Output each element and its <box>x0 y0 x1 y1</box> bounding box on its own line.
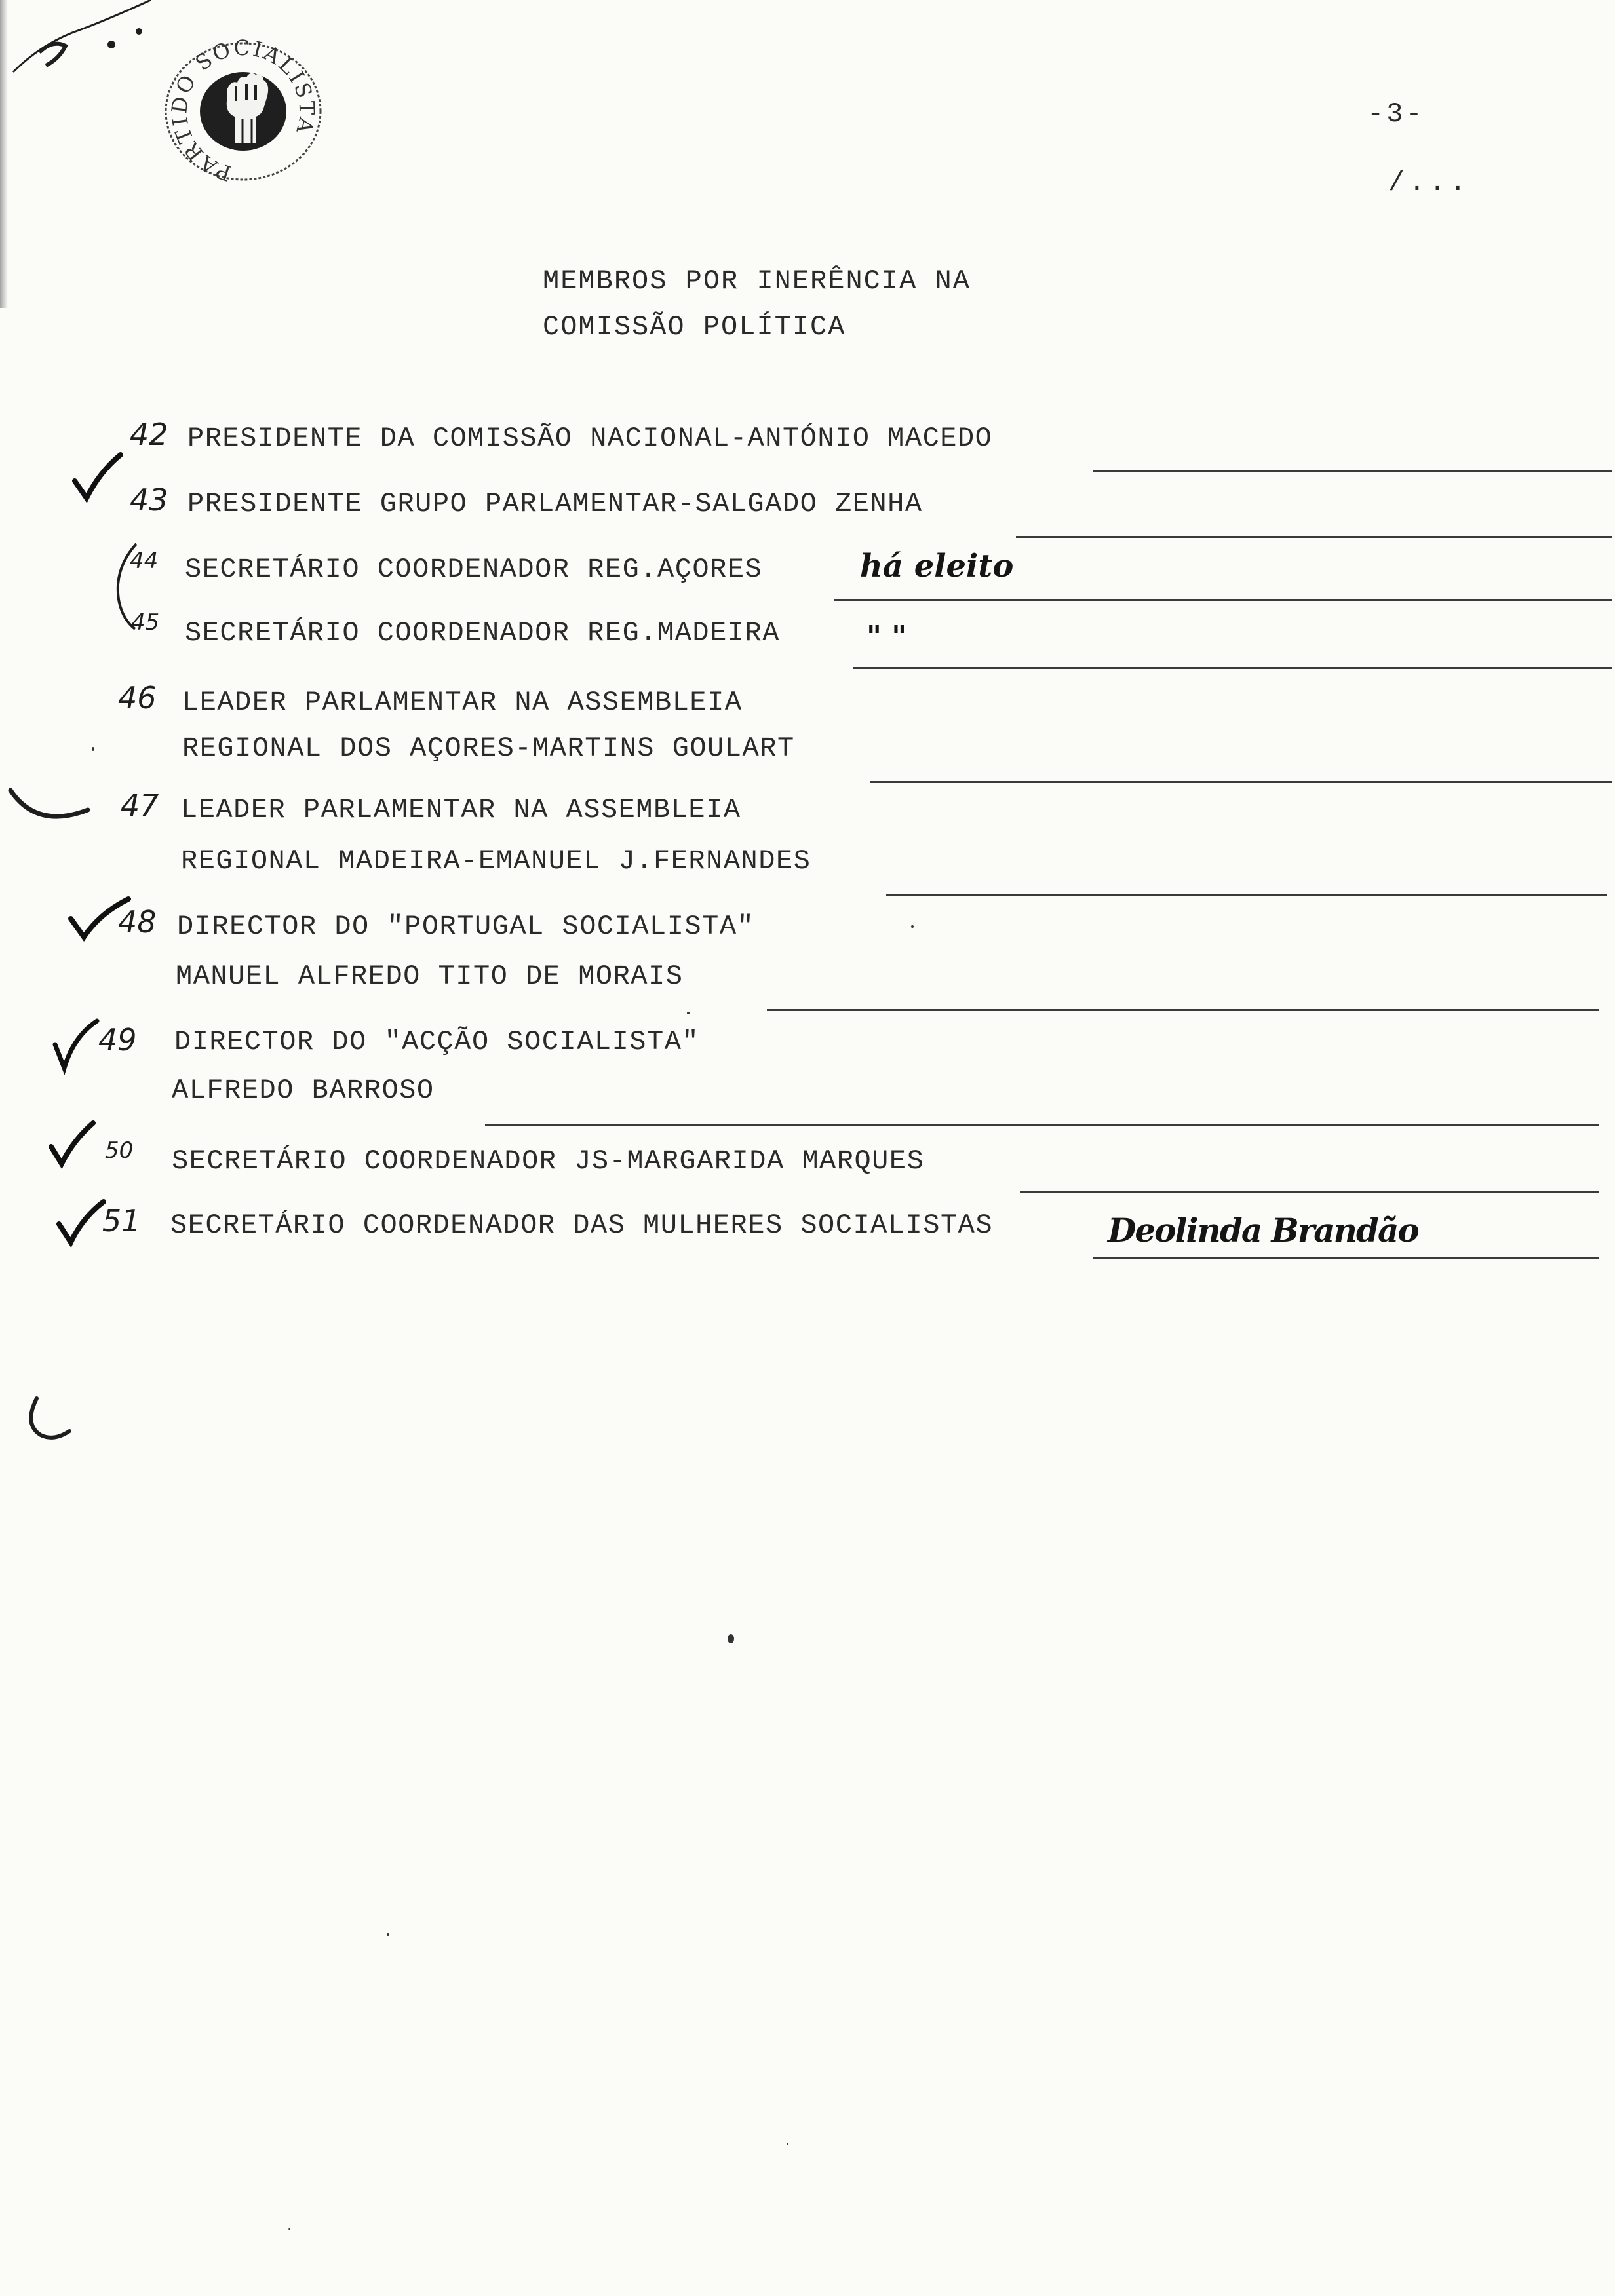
entry-text-51: SECRETÁRIO COORDENADOR DAS MULHERES SOCIALISTAS <box>170 1210 994 1241</box>
entry-text-48-line-1: DIRECTOR DO "PORTUGAL SOCIALISTA" <box>177 911 755 942</box>
document-title-line-2: COMISSÃO POLÍTICA <box>543 311 846 343</box>
entry-number-45: 45 <box>131 609 160 636</box>
entry-number-46: 46 <box>118 680 157 716</box>
entry-text-47-line-1: LEADER PARLAMENTAR NA ASSEMBLEIA <box>181 794 741 826</box>
document-title-line-1: MEMBROS POR INERÊNCIA NA <box>543 265 971 297</box>
entry-text-45: SECRETÁRIO COORDENADOR REG.MADEIRA <box>185 617 780 649</box>
handwritten-note-44: há eleito <box>860 548 1014 584</box>
entry-underline-45 <box>853 667 1612 669</box>
svg-text:PARTIDO SOCIALISTA: PARTIDO SOCIALISTA <box>166 38 320 186</box>
entry-text-49-line-1: DIRECTOR DO "ACÇÃO SOCIALISTA" <box>174 1026 700 1058</box>
corner-pen-marks <box>0 0 170 105</box>
entry-underline-51 <box>1093 1257 1599 1259</box>
handwritten-name-51: Deolinda Brandão <box>1108 1211 1418 1250</box>
ink-speck <box>787 2143 788 2145</box>
entry-underline-49 <box>485 1124 1599 1126</box>
ink-speck <box>911 925 914 928</box>
entry-underline-42 <box>1093 470 1612 472</box>
checkmark-icon <box>71 452 123 505</box>
entry-text-46-line-2: REGIONAL DOS AÇORES-MARTINS GOULART <box>182 733 795 764</box>
entry-underline-47 <box>886 894 1607 896</box>
entry-text-49-line-2: ALFREDO BARROSO <box>172 1075 435 1106</box>
entry-number-42: 42 <box>130 417 168 452</box>
checkmark-icon <box>55 1200 107 1246</box>
entry-number-51: 51 <box>102 1203 141 1238</box>
ink-speck <box>387 1933 389 1936</box>
checkmark-icon <box>50 1018 102 1071</box>
entry-underline-43 <box>1016 536 1612 538</box>
entry-text-48-line-2: MANUEL ALFREDO TITO DE MORAIS <box>176 961 684 992</box>
entry-number-48: 48 <box>118 904 157 940</box>
entry-number-50: 50 <box>105 1138 134 1164</box>
entry-number-44: 44 <box>130 548 159 574</box>
checkmark-icon <box>47 1120 100 1166</box>
entry-number-47: 47 <box>121 788 159 823</box>
entry-underline-46 <box>870 781 1612 783</box>
party-logo-seal <box>156 38 330 186</box>
entry-text-44: SECRETÁRIO COORDENADOR REG.AÇORES <box>185 554 763 585</box>
entry-underline-44 <box>834 599 1612 601</box>
entry-text-47-line-2: REGIONAL MADEIRA-EMANUEL J.FERNANDES <box>181 845 811 877</box>
ink-speck <box>687 1012 690 1014</box>
pen-arc-mark <box>7 784 92 823</box>
entry-text-43: PRESIDENTE GRUPO PARLAMENTAR-SALGADO ZENHA <box>187 488 923 520</box>
entry-underline-50 <box>1020 1191 1599 1193</box>
ink-speck <box>288 2228 290 2230</box>
entry-number-49: 49 <box>98 1022 137 1058</box>
pen-arc-mark <box>24 1394 76 1440</box>
page-number: -3- <box>1367 98 1425 130</box>
handwritten-note-45: " " <box>866 620 907 653</box>
entry-text-46-line-1: LEADER PARLAMENTAR NA ASSEMBLEIA <box>182 687 743 718</box>
entry-number-43: 43 <box>130 482 168 518</box>
entry-text-42: PRESIDENTE DA COMISSÃO NACIONAL-ANTÓNIO MACEDO <box>187 423 993 454</box>
ink-speck <box>92 747 94 751</box>
continuation-mark: /... <box>1388 167 1470 199</box>
ink-speck <box>728 1634 734 1643</box>
entry-text-50: SECRETÁRIO COORDENADOR JS-MARGARIDA MARQUES <box>172 1145 925 1177</box>
entry-underline-48 <box>767 1009 1599 1011</box>
